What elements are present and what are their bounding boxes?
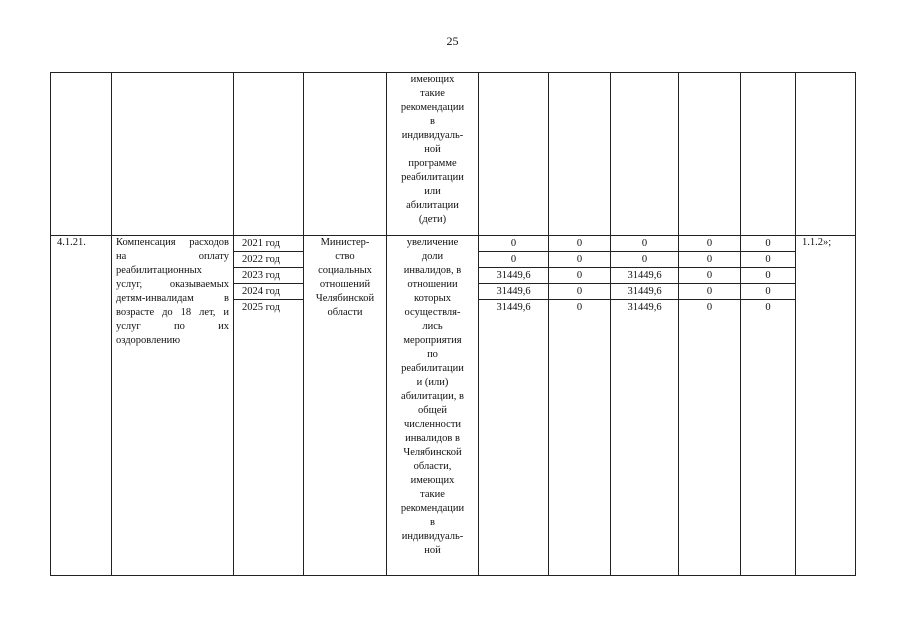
value: 0 — [549, 252, 610, 268]
cell-empty — [234, 73, 304, 236]
page-number: 25 — [446, 34, 459, 48]
value: 0 — [549, 284, 610, 300]
value: 0 — [741, 268, 795, 284]
indicator: увеличение доли инвалидов, в отношении которых осуществля- лись мероприятия по реабилитации и (или) абилитации, в общей численности инвалидов в Челябинской области, имеющих такие рекомендации в индивидуаль- ной — [387, 236, 479, 576]
cell-empty — [51, 73, 112, 236]
value: 31449,6 — [479, 268, 548, 284]
value: 0 — [479, 236, 548, 252]
cell-empty — [112, 73, 234, 236]
program-table — [50, 72, 856, 576]
value: 31449,6 — [611, 284, 678, 300]
table-row-4-1-21 — [51, 236, 856, 576]
row-number: 4.1.21. — [51, 236, 112, 576]
value: 0 — [549, 236, 610, 252]
table-row-continuation — [51, 73, 856, 236]
cell-empty — [796, 73, 856, 236]
value: 31449,6 — [627, 302, 662, 313]
value: 0 — [679, 268, 740, 284]
cell-empty — [479, 73, 549, 236]
value: 0 — [479, 252, 548, 268]
years-list — [236, 236, 301, 315]
value: 31449,6 — [479, 284, 548, 300]
federal-values — [549, 236, 611, 576]
measure-name: Компенсация расходов на оплату реабилитационных услуг, оказываемых детям-инвалидам в возрасте до 18 лет, и услуг по их оздоровлению — [112, 236, 234, 576]
indicator-continuation: имеющих такие рекомендации в индивидуаль- ной программе реабилитации или абилитации (дети) — [387, 73, 479, 236]
local-values — [679, 236, 741, 576]
executor: Министер- ство социальных отношений Челябинской области — [304, 236, 387, 576]
cell-empty — [741, 73, 796, 236]
value: 0 — [765, 302, 771, 313]
year-item: 2023 год — [234, 268, 303, 284]
value: 0 — [679, 284, 740, 300]
total-values — [479, 236, 549, 576]
regional-values — [611, 236, 679, 576]
value: 0 — [679, 236, 740, 252]
value: 0 — [611, 236, 678, 252]
value: 0 — [611, 252, 678, 268]
year-item: 2025 год — [242, 302, 280, 313]
value: 0 — [576, 302, 583, 313]
other-values — [741, 236, 796, 576]
year-item: 2022 год — [234, 252, 303, 268]
years-cell — [234, 236, 304, 576]
cell-empty — [549, 73, 611, 236]
note: 1.1.2»; — [796, 236, 856, 576]
value: 0 — [679, 252, 740, 268]
value: 0 — [741, 252, 795, 268]
cell-empty — [304, 73, 387, 236]
value: 31449,6 — [496, 302, 531, 313]
cell-empty — [611, 73, 679, 236]
value: 0 — [741, 236, 795, 252]
value: 0 — [741, 284, 795, 300]
year-item: 2021 год — [234, 236, 303, 252]
value: 0 — [706, 302, 713, 313]
value: 0 — [549, 268, 610, 284]
value: 31449,6 — [611, 268, 678, 284]
cell-empty — [679, 73, 741, 236]
year-item: 2024 год — [234, 284, 303, 300]
